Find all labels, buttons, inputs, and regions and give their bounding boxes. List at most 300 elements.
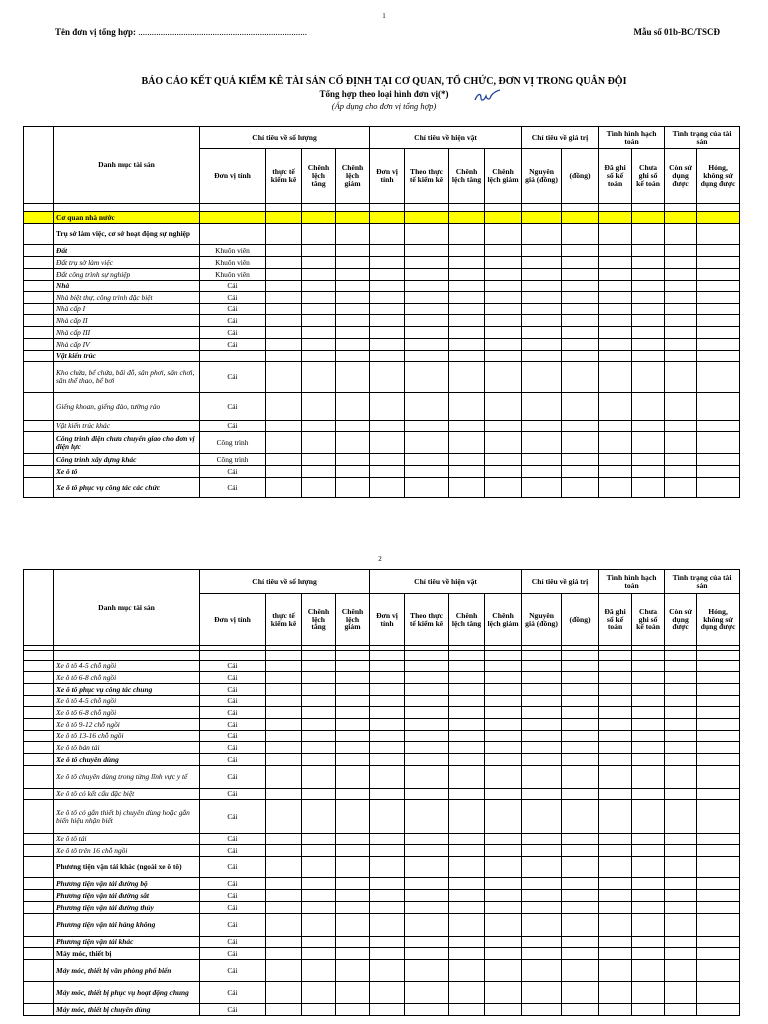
empty-cell (665, 224, 697, 245)
column-header: (đồng) (562, 594, 599, 646)
empty-cell (370, 651, 405, 661)
unit-name-line (55, 27, 307, 37)
empty-cell (665, 789, 697, 800)
asset-name: Xe ô tô 4-5 chỗ ngồi (54, 696, 200, 707)
empty-cell (665, 292, 697, 304)
empty-cell (599, 684, 632, 696)
empty-cell (562, 466, 599, 478)
table-row (24, 454, 740, 466)
unit-cell: Cái (200, 661, 266, 672)
empty-cell (449, 651, 485, 661)
unit-cell (200, 351, 266, 362)
empty-cell (24, 212, 54, 224)
empty-cell (266, 421, 302, 432)
category-header: Danh mục tài sản (54, 570, 200, 646)
empty-cell (336, 432, 370, 454)
empty-cell (370, 684, 405, 696)
empty-cell (665, 432, 697, 454)
empty-cell (449, 960, 485, 982)
empty-cell (665, 454, 697, 466)
asset-name: Phương tiện vận tải khác (ngoài xe ô tô) (54, 857, 200, 878)
empty-cell (24, 351, 54, 362)
unit-cell: Khuôn viên (200, 269, 266, 281)
empty-cell (697, 454, 740, 466)
empty-cell (370, 224, 405, 245)
empty-cell (485, 707, 522, 719)
empty-cell (599, 281, 632, 292)
empty-cell (449, 696, 485, 707)
asset-name: Vật kiến trúc (54, 351, 200, 362)
empty-cell (266, 269, 302, 281)
empty-cell (522, 890, 562, 902)
table-row (24, 684, 740, 696)
empty-cell (266, 1004, 302, 1016)
empty-cell (632, 754, 665, 766)
asset-name: Xe ô tô phục vụ công tác các chức (54, 478, 200, 498)
empty-cell (485, 478, 522, 498)
column-header: Chênh lệch tăng (302, 594, 336, 646)
empty-cell (562, 269, 599, 281)
empty-cell (665, 315, 697, 327)
empty-cell (522, 1004, 562, 1016)
empty-cell (522, 754, 562, 766)
empty-cell (370, 754, 405, 766)
asset-name: Nhà cấp III (54, 327, 200, 339)
empty-cell (599, 960, 632, 982)
handwritten-mark (472, 88, 502, 104)
empty-cell (336, 834, 370, 845)
empty-cell (302, 315, 336, 327)
table-row (24, 212, 740, 224)
empty-cell (449, 339, 485, 351)
empty-cell (485, 421, 522, 432)
table-row (24, 948, 740, 960)
empty-cell (599, 339, 632, 351)
table-row (24, 960, 740, 982)
empty-cell (485, 948, 522, 960)
empty-cell (632, 304, 665, 315)
empty-cell (632, 845, 665, 857)
empty-cell (599, 204, 632, 212)
empty-cell (449, 878, 485, 890)
empty-cell (24, 651, 54, 661)
empty-cell (697, 672, 740, 684)
empty-cell (302, 245, 336, 257)
asset-name: Xe ô tô bán tải (54, 742, 200, 754)
empty-cell (632, 393, 665, 421)
empty-cell (599, 742, 632, 754)
asset-name: Phương tiện vận tải đường thủy (54, 902, 200, 914)
empty-cell (370, 937, 405, 948)
qty-group-header: Chỉ tiêu về số lượng (200, 570, 370, 594)
empty-cell (599, 466, 632, 478)
column-header: Đơn vị tính (200, 149, 266, 204)
empty-cell (336, 914, 370, 937)
empty-cell (266, 754, 302, 766)
empty-cell (562, 754, 599, 766)
empty-cell (370, 661, 405, 672)
empty-cell (24, 789, 54, 800)
empty-cell (562, 393, 599, 421)
empty-cell (266, 766, 302, 789)
empty-cell (562, 800, 599, 834)
empty-cell (665, 857, 697, 878)
table-row (24, 651, 740, 661)
empty-cell (266, 937, 302, 948)
empty-cell (697, 362, 740, 393)
empty-cell (697, 212, 740, 224)
empty-cell (449, 902, 485, 914)
empty-cell (697, 766, 740, 789)
empty-cell (522, 245, 562, 257)
empty-cell (522, 731, 562, 742)
empty-cell (405, 292, 449, 304)
unit-cell: Công trình (200, 432, 266, 454)
empty-cell (599, 845, 632, 857)
empty-cell (336, 421, 370, 432)
empty-cell (449, 432, 485, 454)
empty-cell (632, 948, 665, 960)
empty-cell (632, 224, 665, 245)
empty-cell (336, 661, 370, 672)
empty-cell (370, 212, 405, 224)
empty-cell (24, 661, 54, 672)
empty-cell (665, 672, 697, 684)
empty-cell (485, 257, 522, 269)
unit-cell: Cái (200, 914, 266, 937)
unit-cell: Cái (200, 937, 266, 948)
empty-cell (697, 742, 740, 754)
empty-cell (522, 281, 562, 292)
empty-cell (697, 845, 740, 857)
unit-cell: Cái (200, 362, 266, 393)
empty-cell (370, 800, 405, 834)
unit-cell: Cái (200, 719, 266, 731)
empty-cell (599, 304, 632, 315)
empty-cell (266, 466, 302, 478)
empty-cell (336, 212, 370, 224)
empty-cell (599, 800, 632, 834)
empty-cell (266, 339, 302, 351)
empty-cell (370, 478, 405, 498)
empty-cell (599, 393, 632, 421)
empty-cell (336, 339, 370, 351)
unit-cell (200, 224, 266, 245)
asset-name: Đất công trình sự nghiệp (54, 269, 200, 281)
empty-cell (522, 269, 562, 281)
empty-cell (562, 651, 599, 661)
unit-cell: Cái (200, 672, 266, 684)
accounting-group-header: Tình hình hạch toán (599, 570, 665, 594)
empty-cell (336, 845, 370, 857)
column-header: Đã ghi sổ kế toán (599, 594, 632, 646)
empty-cell (562, 902, 599, 914)
empty-cell (302, 696, 336, 707)
empty-cell (522, 421, 562, 432)
empty-cell (522, 212, 562, 224)
empty-cell (665, 742, 697, 754)
empty-cell (266, 684, 302, 696)
asset-name: Xe ô tô có kết cấu đặc biệt (54, 789, 200, 800)
column-header: Chênh lệch tăng (449, 149, 485, 204)
empty-cell (697, 432, 740, 454)
empty-cell (485, 269, 522, 281)
unit-cell: Khuôn viên (200, 257, 266, 269)
empty-cell (665, 982, 697, 1004)
empty-cell (485, 800, 522, 834)
empty-cell (266, 315, 302, 327)
empty-cell (632, 902, 665, 914)
empty-cell (697, 707, 740, 719)
empty-cell (24, 454, 54, 466)
empty-cell (599, 890, 632, 902)
empty-cell (449, 754, 485, 766)
empty-cell (200, 204, 266, 212)
empty-cell (599, 766, 632, 789)
empty-cell (599, 245, 632, 257)
empty-cell (599, 696, 632, 707)
empty-cell (697, 651, 740, 661)
empty-cell (405, 257, 449, 269)
empty-cell (370, 1004, 405, 1016)
empty-cell (599, 719, 632, 731)
table-row (24, 661, 740, 672)
empty-cell (522, 292, 562, 304)
empty-cell (697, 421, 740, 432)
empty-cell (449, 857, 485, 878)
status-group-header: Tình trạng của tài sản (665, 570, 740, 594)
unit-cell: Cái (200, 466, 266, 478)
empty-cell (697, 878, 740, 890)
empty-cell (632, 914, 665, 937)
empty-cell (449, 212, 485, 224)
empty-cell (485, 902, 522, 914)
empty-cell (485, 684, 522, 696)
empty-cell (302, 731, 336, 742)
empty-cell (665, 204, 697, 212)
empty-cell (24, 845, 54, 857)
empty-cell (302, 212, 336, 224)
empty-cell (522, 834, 562, 845)
empty-cell (697, 661, 740, 672)
column-header: Còn sử dụng được (665, 594, 697, 646)
empty-cell (405, 204, 449, 212)
empty-cell (599, 651, 632, 661)
empty-cell (562, 304, 599, 315)
empty-cell (599, 754, 632, 766)
empty-cell (302, 351, 336, 362)
empty-cell (449, 327, 485, 339)
empty-cell (522, 454, 562, 466)
empty-cell (24, 742, 54, 754)
empty-cell (522, 315, 562, 327)
empty-cell (485, 351, 522, 362)
empty-cell (370, 393, 405, 421)
empty-cell (336, 719, 370, 731)
empty-cell (632, 351, 665, 362)
empty-cell (632, 982, 665, 1004)
empty-cell (697, 269, 740, 281)
empty-cell (405, 651, 449, 661)
empty-cell (370, 245, 405, 257)
empty-cell (24, 960, 54, 982)
asset-name: Xe ô tô có gắn thiết bị chuyên dùng hoặc gắn biển hiệu nhận biết (54, 800, 200, 834)
empty-cell (266, 224, 302, 245)
empty-cell (449, 204, 485, 212)
empty-cell (336, 351, 370, 362)
empty-cell (370, 707, 405, 719)
empty-cell (449, 948, 485, 960)
asset-name (54, 651, 200, 661)
empty-cell (302, 224, 336, 245)
table-row (24, 789, 740, 800)
empty-cell (302, 432, 336, 454)
empty-cell (24, 393, 54, 421)
empty-cell (665, 339, 697, 351)
empty-cell (24, 672, 54, 684)
empty-cell (599, 257, 632, 269)
empty-cell (697, 731, 740, 742)
empty-cell (370, 696, 405, 707)
empty-cell (697, 684, 740, 696)
empty-cell (522, 304, 562, 315)
table-row (24, 982, 740, 1004)
empty-cell (485, 292, 522, 304)
empty-cell (522, 204, 562, 212)
unit-cell: Cái (200, 707, 266, 719)
empty-cell (485, 719, 522, 731)
empty-cell (336, 766, 370, 789)
empty-cell (336, 696, 370, 707)
empty-cell (449, 834, 485, 845)
empty-cell (336, 672, 370, 684)
table-row (24, 281, 740, 292)
column-header: Nguyên giá (đồng) (522, 594, 562, 646)
empty-cell (697, 257, 740, 269)
table-row (24, 878, 740, 890)
empty-cell (665, 393, 697, 421)
empty-cell (665, 766, 697, 789)
empty-cell (599, 834, 632, 845)
empty-cell (449, 421, 485, 432)
empty-cell (302, 269, 336, 281)
empty-cell (665, 731, 697, 742)
empty-cell (485, 204, 522, 212)
table-row (24, 257, 740, 269)
empty-cell (302, 339, 336, 351)
empty-cell (370, 281, 405, 292)
empty-cell (266, 696, 302, 707)
table-row (24, 672, 740, 684)
empty-cell (24, 719, 54, 731)
empty-cell (405, 684, 449, 696)
empty-cell (405, 857, 449, 878)
empty-cell (697, 960, 740, 982)
asset-name: Phương tiện vận tải hàng không (54, 914, 200, 937)
empty-cell (632, 478, 665, 498)
empty-cell (336, 257, 370, 269)
empty-cell (485, 339, 522, 351)
asset-name: Kho chứa, bể chứa, bãi đỗ, sân phơi, sân chơi, sân thể thao, bể bơi (54, 362, 200, 393)
empty-cell (24, 754, 54, 766)
empty-cell (522, 766, 562, 789)
empty-cell (370, 292, 405, 304)
empty-cell (697, 327, 740, 339)
empty-cell (665, 269, 697, 281)
empty-cell (370, 845, 405, 857)
unit-cell: Cái (200, 304, 266, 315)
empty-cell (522, 432, 562, 454)
empty-cell (370, 339, 405, 351)
column-header: Chưa ghi sổ kế toán (632, 149, 665, 204)
empty-cell (522, 982, 562, 1004)
report-note: (Áp dụng cho đơn vị tổng hợp) (331, 101, 437, 111)
empty-cell (485, 914, 522, 937)
unit-cell: Cái (200, 393, 266, 421)
empty-cell (562, 362, 599, 393)
empty-cell (266, 834, 302, 845)
empty-cell (522, 800, 562, 834)
asset-name: Phương tiện vận tải khác (54, 937, 200, 948)
empty-cell (485, 754, 522, 766)
empty-cell (302, 204, 336, 212)
empty-cell (449, 789, 485, 800)
qty-group-header: Chỉ tiêu về số lượng (200, 127, 370, 149)
empty-cell (599, 982, 632, 1004)
empty-cell (485, 245, 522, 257)
empty-cell (485, 672, 522, 684)
empty-cell (266, 478, 302, 498)
empty-cell (24, 224, 54, 245)
empty-cell (522, 789, 562, 800)
empty-cell (632, 719, 665, 731)
asset-name: Nhà cấp I (54, 304, 200, 315)
empty-cell (485, 315, 522, 327)
unit-cell: Cái (200, 982, 266, 1004)
empty-cell (665, 878, 697, 890)
empty-cell (449, 304, 485, 315)
empty-cell (449, 890, 485, 902)
empty-cell (266, 292, 302, 304)
asset-table-page-2 (23, 569, 740, 1016)
empty-cell (405, 327, 449, 339)
empty-cell (24, 684, 54, 696)
unit-cell: Cái (200, 421, 266, 432)
empty-cell (665, 245, 697, 257)
empty-cell (632, 292, 665, 304)
empty-cell (697, 937, 740, 948)
unit-cell: Cái (200, 845, 266, 857)
empty-cell (562, 351, 599, 362)
empty-cell (562, 731, 599, 742)
empty-cell (370, 327, 405, 339)
empty-cell (697, 890, 740, 902)
empty-cell (302, 766, 336, 789)
empty-cell (24, 478, 54, 498)
empty-cell (632, 651, 665, 661)
empty-cell (485, 731, 522, 742)
empty-cell (24, 948, 54, 960)
empty-cell (522, 742, 562, 754)
empty-cell (370, 789, 405, 800)
empty-cell (405, 339, 449, 351)
empty-cell (266, 902, 302, 914)
empty-cell (370, 960, 405, 982)
empty-cell (302, 651, 336, 661)
unit-cell: Cái (200, 766, 266, 789)
column-header: Chênh lệch giảm (336, 594, 370, 646)
empty-cell (562, 672, 599, 684)
